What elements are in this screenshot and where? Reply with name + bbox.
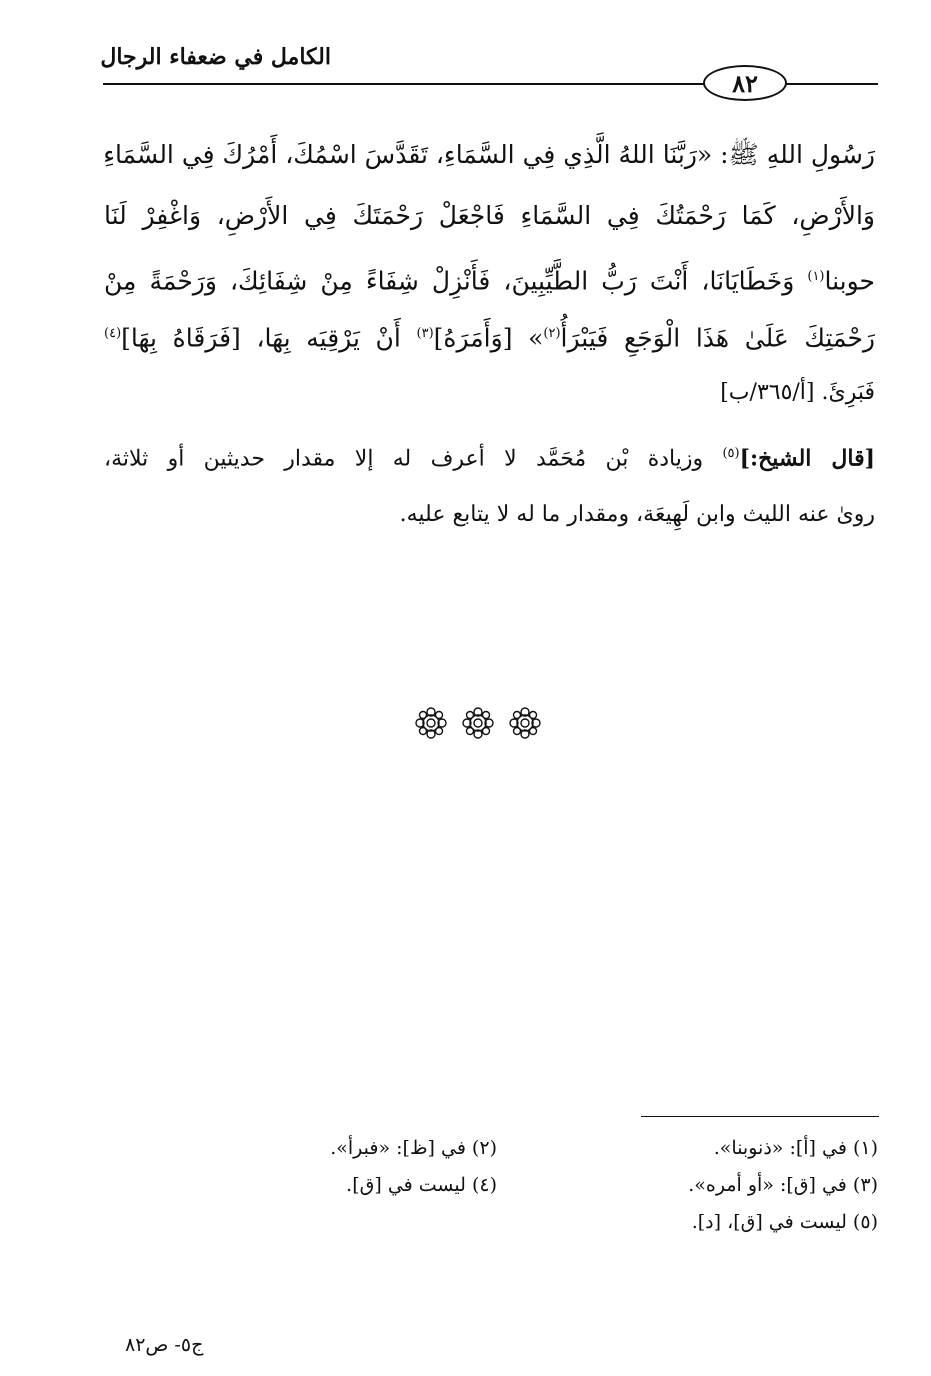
footnote-rule bbox=[641, 1116, 879, 1117]
footnote-5: (٥) ليست في [ق]، [د]. bbox=[691, 1211, 878, 1233]
footnote-3: (٣) في [ق]: «أو أمره». bbox=[688, 1174, 878, 1196]
body-line-4 bbox=[104, 314, 875, 358]
body-line-5: فَبَرِئَ. [أ/٣٦٥/ب] bbox=[720, 380, 875, 405]
footnote-ref: (٥) bbox=[722, 446, 740, 461]
body-text: أَنْ يَرْقِيَه بِهَا، [فَرَقَاهُ بِهَا] bbox=[121, 323, 417, 353]
footnote-ref: (١) bbox=[807, 269, 825, 284]
ornament-icon bbox=[460, 705, 496, 741]
footnote-ref: (٢) bbox=[543, 326, 561, 341]
footnote-ref: (٣) bbox=[416, 326, 434, 341]
body-text: وَخَطَايَانَا، أَنْتَ رَبُّ الطَّيِّبِينَ، فَأَنْزِلْ شِفَاءً مِنْ شِفَائِكَ، وَرَحْمَةً مِنْ bbox=[104, 266, 808, 296]
body-text: حوبنا bbox=[824, 266, 875, 296]
ornament-icon bbox=[507, 705, 543, 741]
body-line-6 bbox=[104, 434, 875, 479]
body-text: » [وَأَمَرَهُ] bbox=[433, 323, 544, 353]
body-text: وزيادة بْن مُحَمَّد لا أعرف له إلا مقدار حديثين أو ثلاثة، bbox=[104, 446, 723, 472]
footnote-1: (١) في [أ]: «ذنوبنا». bbox=[713, 1137, 878, 1159]
body-line-2: وَالأَرْضِ، كَمَا رَحْمَتُكَ فِي السَّمَاءِ فَاجْعَلْ رَحْمَتَكَ فِي الأَرْضِ، وَاغْفِرْ لَنَا bbox=[104, 201, 875, 230]
section-ornaments bbox=[413, 703, 543, 743]
footnote-2: (٢) في [ظ]: «فبرأ». bbox=[330, 1137, 497, 1159]
body-text: رَحْمَتِكَ عَلَىٰ هَذَا الْوَجَعِ فَيَبْرَأُ bbox=[560, 323, 875, 353]
sheikh-label: [قال الشيخ:] bbox=[739, 445, 875, 472]
volume-page-reference: ج٥- ص٨٢ bbox=[125, 1334, 204, 1356]
page-number-badge: ٨٢ bbox=[703, 65, 787, 101]
ornament-icon bbox=[413, 705, 449, 741]
footnote-ref: (٤) bbox=[104, 326, 122, 341]
book-title: الكامل في ضعفاء الرجال bbox=[100, 44, 331, 70]
footnote-4: (٤) ليست في [ق]. bbox=[346, 1174, 497, 1196]
body-line-3 bbox=[104, 257, 875, 301]
body-line-7: روىٰ عنه الليث وابن لَهِيعَة، ومقدار ما له لا يتابع عليه. bbox=[399, 502, 875, 527]
body-line-1: رَسُولِ اللهِ ﷺ: «رَبَّنَا اللهُ الَّذِي فِي السَّمَاءِ، تَقَدَّسَ اسْمُكَ، أَمْرُكَ فِي السَّمَاءِ bbox=[103, 140, 875, 169]
